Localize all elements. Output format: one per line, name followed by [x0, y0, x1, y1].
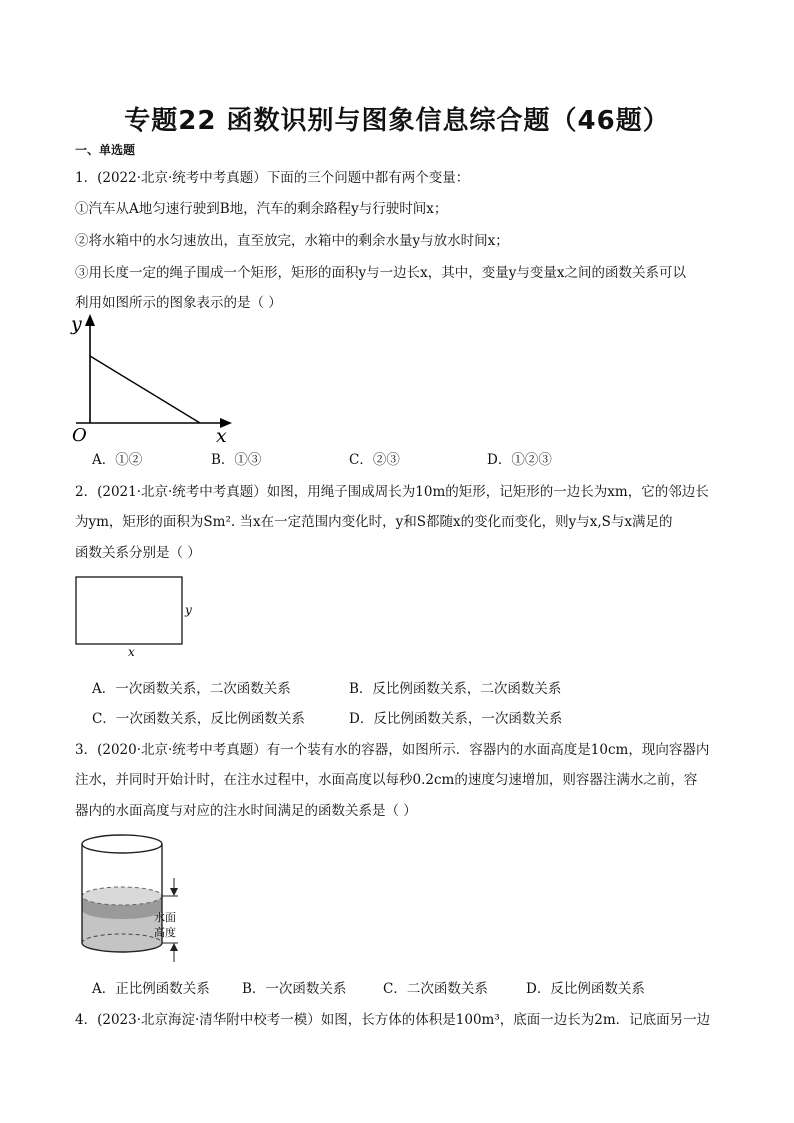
q3-option-c[interactable]: C．二次函数关系: [383, 981, 488, 997]
q3-option-a[interactable]: A．正比例函数关系: [92, 981, 210, 997]
q1-item-3: ③用长度一定的绳子围成一个矩形，矩形的面积y与一边长x，其中，变量y与变量x之间的函数关系可以: [75, 265, 686, 281]
y-axis-label: y: [71, 313, 82, 335]
q3-line-3: 器内的水面高度与对应的注水时间满足的函数关系是（ ）: [75, 803, 417, 819]
water-height-label-1: 水面: [154, 911, 176, 924]
q4-line-1: 4．(2023·北京海淀·清华附中校考一模）如图，长方体的体积是100m³，底面一边长为2m．记底面另一边: [75, 1012, 711, 1028]
section-heading: 一、单选题: [75, 143, 136, 157]
water-height-label-2: 高度: [154, 926, 176, 939]
height-arrow-down: [170, 888, 178, 896]
q1-option-a[interactable]: A．①②: [92, 452, 143, 468]
q1-option-b[interactable]: B．①③: [211, 452, 262, 468]
q3-line-1: 3．(2020·北京·统考中考真题）有一个装有水的容器，如图所示．容器内的水面高度是10cm，现向容器内: [75, 742, 710, 758]
q1-item-1: ①汽车从A地匀速行驶到B地，汽车的剩余路程y与行驶时间x；: [75, 201, 448, 217]
rectangle: [76, 577, 182, 644]
page-title: 专题22 函数识别与图象信息综合题（46题）: [124, 106, 670, 136]
q3-line-2: 注水，并同时开始计时，在注水过程中，水面高度以每秒0.2cm的速度匀速增加，则容器注满水之前，容: [75, 772, 698, 788]
cylinder-top: [82, 835, 162, 853]
q2-rectangle-figure: [70, 570, 200, 660]
x-axis-label: x: [216, 425, 227, 445]
q2-line-1: 2．(2021·北京·统考中考真题）如图，用绳子围成周长为10m的矩形，记矩形的一边长为xm，它的邻边长: [75, 484, 709, 500]
q1-item-2: ②将水箱中的水匀速放出，直至放完，水箱中的剩余水量y与放水时间x；: [75, 233, 509, 249]
origin-label: O: [72, 425, 87, 445]
q3-cylinder-figure: [74, 830, 194, 970]
q2-option-b[interactable]: B．反比例函数关系，二次函数关系: [349, 681, 562, 697]
q3-option-d[interactable]: D．反比例函数关系: [526, 981, 645, 997]
y-axis-arrow: [85, 314, 95, 326]
q1-graph: [66, 310, 241, 445]
q2-option-c[interactable]: C．一次函数关系，反比例函数关系: [92, 711, 305, 727]
q2-line-2: 为ym，矩形的面积为Sm². 当x在一定范围内变化时，y和S都随x的变化而变化，则y与x,S与x满足的: [75, 514, 673, 530]
water-surface: [82, 887, 162, 905]
q1-option-c[interactable]: C．②③: [349, 452, 400, 468]
q2-line-3: 函数关系分别是（ ）: [75, 545, 201, 561]
q2-option-a[interactable]: A．一次函数关系，二次函数关系: [92, 681, 291, 697]
decreasing-line: [90, 356, 200, 423]
q1-item-3-cont: 利用如图所示的图象表示的是（ ）: [75, 295, 282, 311]
height-arrow-up: [170, 943, 178, 951]
rect-side-y-label: y: [185, 603, 192, 617]
q1-option-d[interactable]: D．①②③: [487, 452, 552, 468]
q1-stem: 1．(2022·北京·统考中考真题）下面的三个问题中都有两个变量：: [75, 170, 470, 186]
q3-option-b[interactable]: B．一次函数关系: [242, 981, 347, 997]
rect-side-x-label: x: [128, 645, 135, 659]
q2-option-d[interactable]: D．反比例函数关系，一次函数关系: [349, 711, 563, 727]
